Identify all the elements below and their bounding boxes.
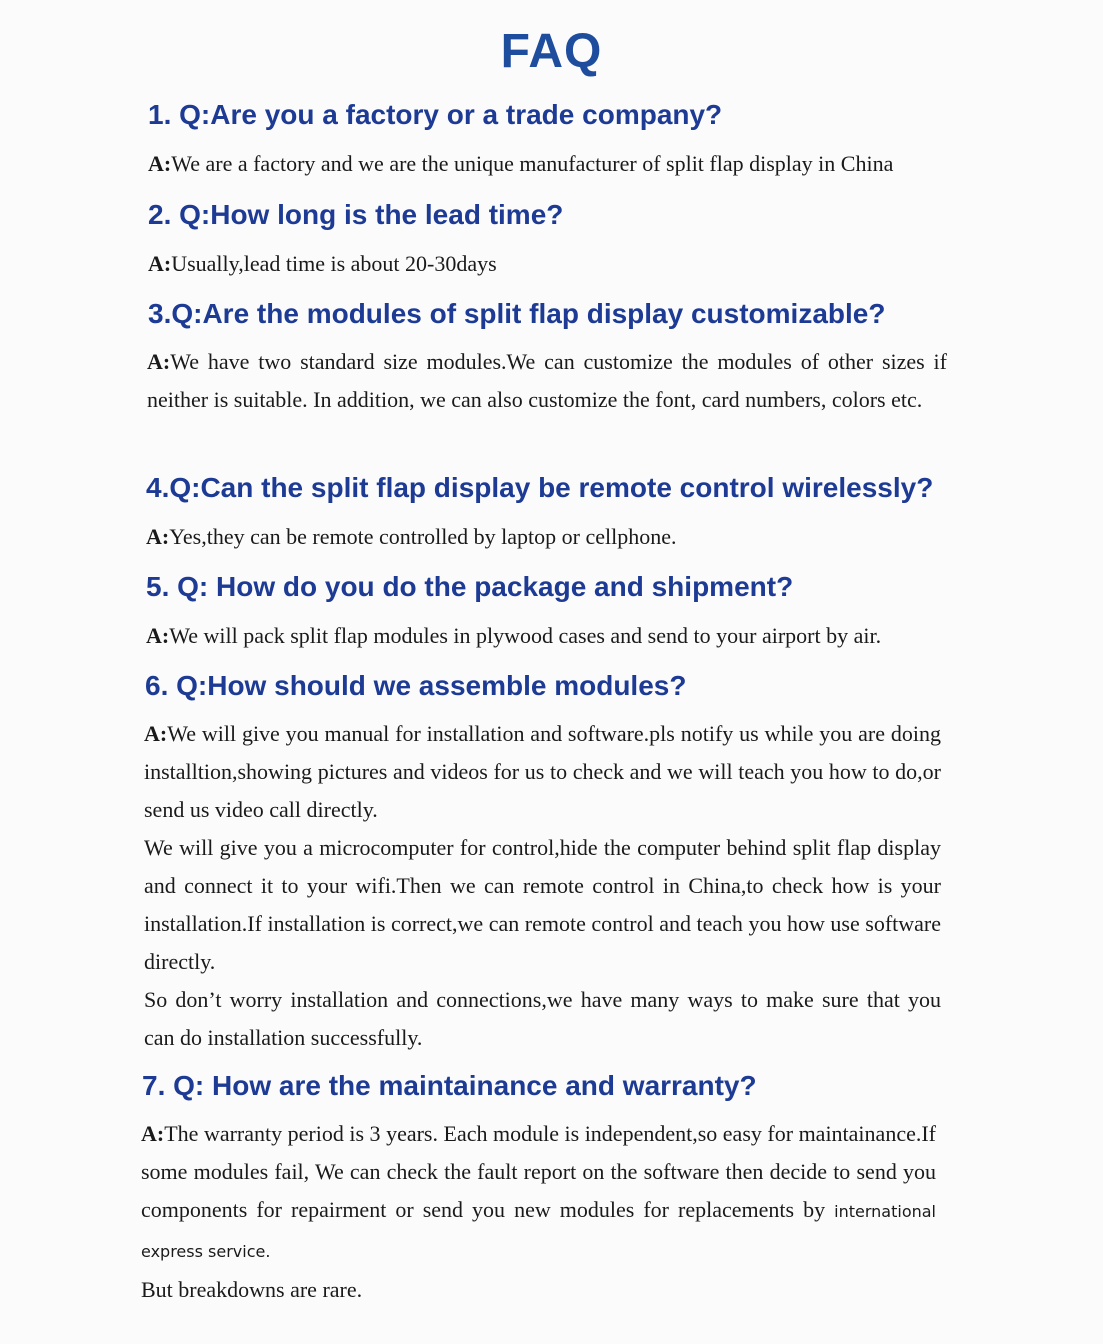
faq-question-1: 1. Q:Are you a factory or a trade company?	[148, 99, 723, 130]
faq-question-7: 7. Q: How are the maintainance and warranty?	[142, 1070, 757, 1101]
faq-answer-2	[148, 245, 948, 283]
faq-answer-1	[148, 145, 948, 183]
answer-lead: A:	[146, 524, 170, 549]
answer-paragraph-2: We will give you a microcomputer for control,hide the computer behind split flap display and connect it to your wifi.Then we can remote control in China,to check how is your installation.If installation is correct,we can remote control and teach you how use software directly.	[144, 835, 941, 974]
answer-text: We will pack split flap modules in plywood cases and send to your airport by air.	[169, 623, 882, 648]
faq-question-3: 3.Q:Are the modules of split flap display customizable?	[148, 298, 886, 329]
answer-lead: A:	[148, 151, 172, 176]
answer-small-text: international express service.	[141, 1202, 936, 1261]
answer-text: The warranty period is 3 years. Each module is independent,so easy for maintainance.If some modules fail, We can check the fault report on the software then decide to send you components for repairment or send you new modules for replacements by	[141, 1121, 936, 1222]
answer-lead: A:	[141, 1121, 165, 1146]
answer-paragraph-2: But breakdowns are rare.	[141, 1277, 363, 1302]
answer-lead: A:	[148, 251, 172, 276]
faq-answer-3	[147, 343, 947, 419]
faq-question-5: 5. Q: How do you do the package and shipment?	[146, 571, 794, 602]
answer-paragraph-3: So don’t worry installation and connections,we have many ways to make sure that you can do installation successfully.	[144, 987, 941, 1050]
faq-question-6: 6. Q:How should we assemble modules?	[145, 670, 687, 701]
answer-lead: A:	[146, 623, 170, 648]
faq-question-4: 4.Q:Can the split flap display be remote control wirelessly?	[146, 472, 934, 503]
faq-answer-4	[146, 518, 946, 556]
answer-text: We have two standard size modules.We can customize the modules of other sizes if neither is suitable. In addition, we can also customize the font, card numbers, colors etc.	[147, 349, 947, 412]
answer-paragraph-1	[141, 1115, 936, 1271]
faq-answer-7	[141, 1115, 936, 1309]
answer-lead: A:	[144, 721, 168, 746]
answer-text: Usually,lead time is about 20-30days	[171, 251, 497, 276]
answer-text: Yes,they can be remote controlled by laptop or cellphone.	[169, 524, 677, 549]
answer-paragraph-1	[144, 715, 941, 829]
answer-text: We will give you manual for installation and software.pls notify us while you are doing installtion,showing pictures and videos for us to check and we will teach you how to do,or send us video call directly.	[144, 721, 941, 822]
faq-question-2: 2. Q:How long is the lead time?	[148, 199, 564, 230]
answer-text: We are a factory and we are the unique manufacturer of split flap display in China	[171, 151, 894, 176]
answer-lead: A:	[147, 349, 171, 374]
faq-answer-6	[144, 715, 941, 1057]
faq-answer-5	[146, 617, 946, 655]
page-title: FAQ	[500, 25, 603, 78]
